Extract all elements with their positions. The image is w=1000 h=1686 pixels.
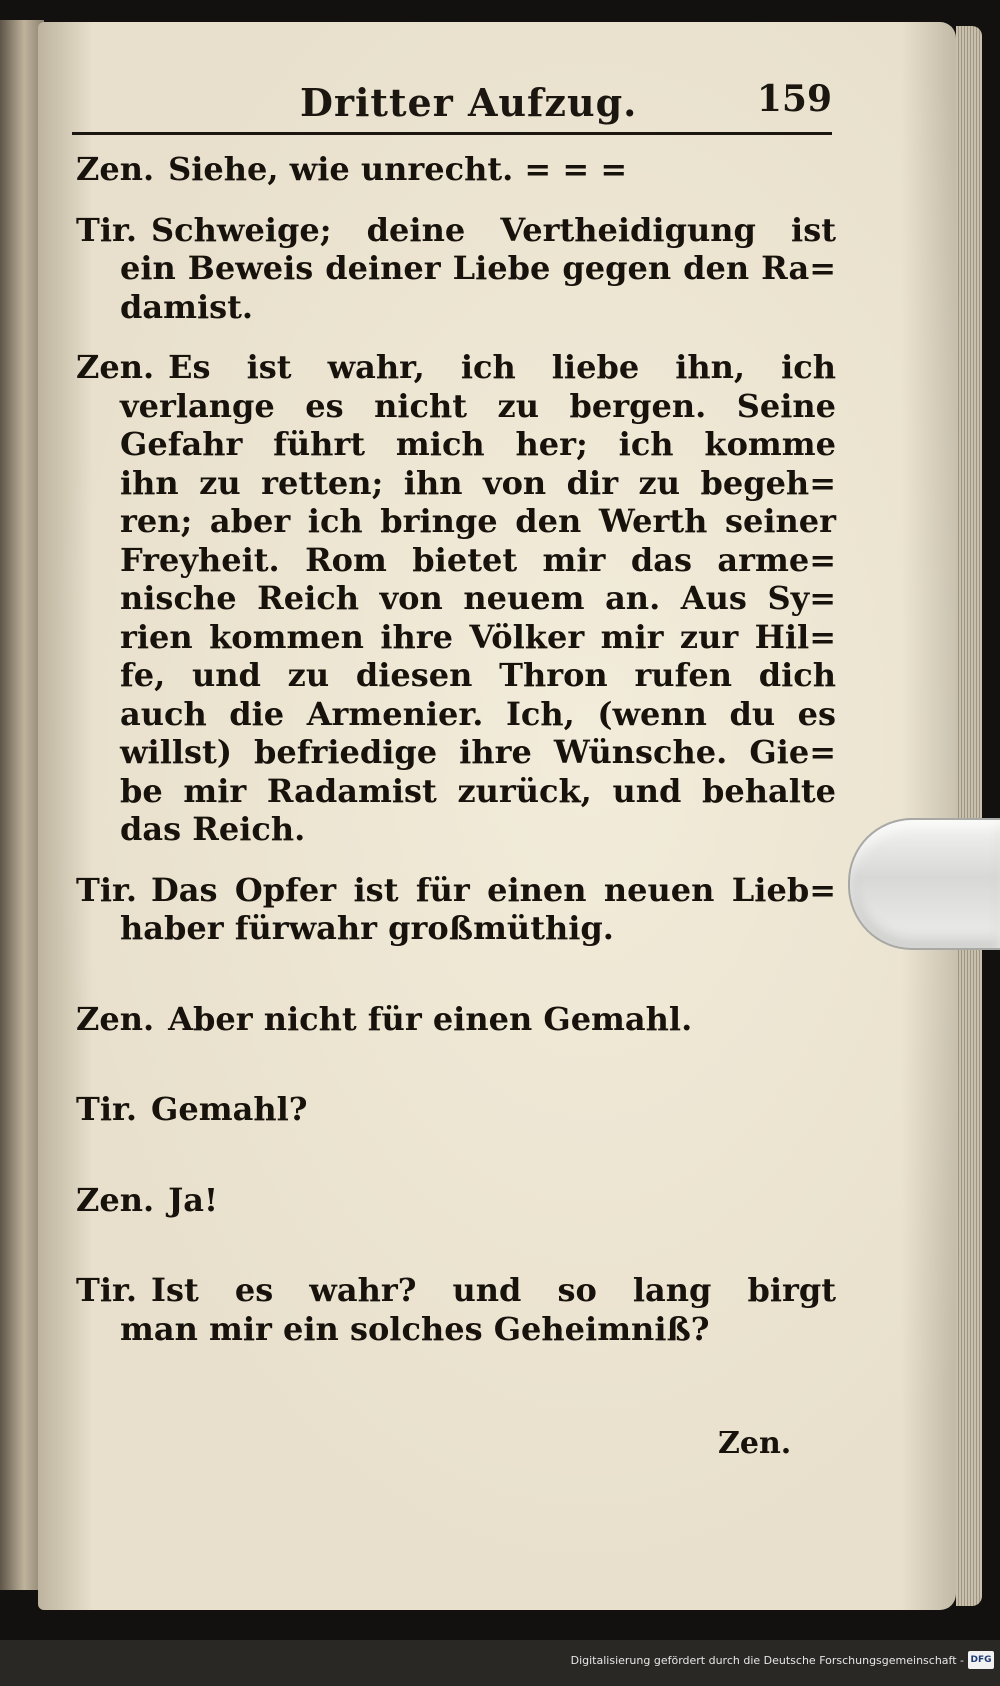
catchword: Zen. [718,1426,792,1461]
speech-line: fe, und zu diesen Thron rufen dich [120,656,836,694]
speech-line: ein Beweis deiner Liebe gegen den Ra= [120,249,836,287]
speech-line: Ja! [168,1180,219,1219]
running-head: Dritter Aufzug. [300,80,638,125]
speech-line: Gefahr führt mich her; ich komme [120,425,836,463]
speaker-label: Tir. [76,1090,138,1128]
funding-credit: Digitalisierung gefördert durch die Deutsche Forschungsgemeinschaft - [570,1654,964,1667]
speaker-label: Zen. [76,1180,155,1219]
speech-line: haber fürwahr großmüthig. [120,909,614,947]
speaker-label: Tir. [76,870,138,909]
speech-line: Freyheit. Rom bietet mir das arme= [120,540,836,579]
speaker-label: Zen. [76,999,155,1038]
speech-line: willst) befriedige ihre Wünsche. Gie= [120,733,836,771]
speech-line: ren; aber ich bringe den Werth seiner [120,502,836,540]
speech-line: Es ist wahr, ich liebe ihn, ich [168,348,836,386]
speech [76,211,836,327]
dfg-logo-icon: DFG [968,1651,994,1669]
speech-line: auch die Armenier. Ich, (wenn du es [120,694,836,733]
speech-line: be mir Radamist zurück, und behalte [120,771,836,810]
speaker-label: Zen. [76,150,155,188]
speech-line: man mir ein solches Geheimniß? [120,1309,710,1348]
speech-line: Siehe, wie unrecht. = = = [168,150,628,188]
speech [76,1181,836,1220]
speech-line: nische Reich von neuem an. Aus Sy= [120,579,836,617]
speech-line: rien kommen ihre Völker mir zur Hil= [120,617,836,656]
footer-bar [0,1640,1000,1686]
speech [76,1090,836,1129]
speech-line: Schweige; deine Vertheidigung ist [151,210,836,249]
speech-line: Ist es wahr? und so lang birgt [151,1271,836,1309]
speech-line: damist. [120,287,254,326]
speech-line: ihn zu retten; ihn von dir zu begeh= [120,463,836,502]
speech [76,871,836,948]
speech-line: verlange es nicht zu bergen. Seine [120,386,836,425]
speech-line: das Reich. [120,810,306,848]
page-clip [848,818,1000,950]
speech-line: Aber nicht für einen Gemahl. [168,999,693,1038]
speech [76,1000,836,1039]
speech-line: Gemahl? [151,1090,308,1128]
speech [76,1271,836,1348]
speech-line: Das Opfer ist für einen neuen Lieb= [151,870,836,909]
page-number: 159 [756,78,832,120]
speech [76,150,836,189]
speaker-label: Zen. [76,348,155,386]
speech [76,348,836,849]
page-stack-edge [956,26,982,1606]
speaker-label: Tir. [76,210,138,249]
page-header [72,74,832,134]
speaker-label: Tir. [76,1271,138,1309]
header-rule [72,132,832,135]
page-text [76,150,836,1370]
